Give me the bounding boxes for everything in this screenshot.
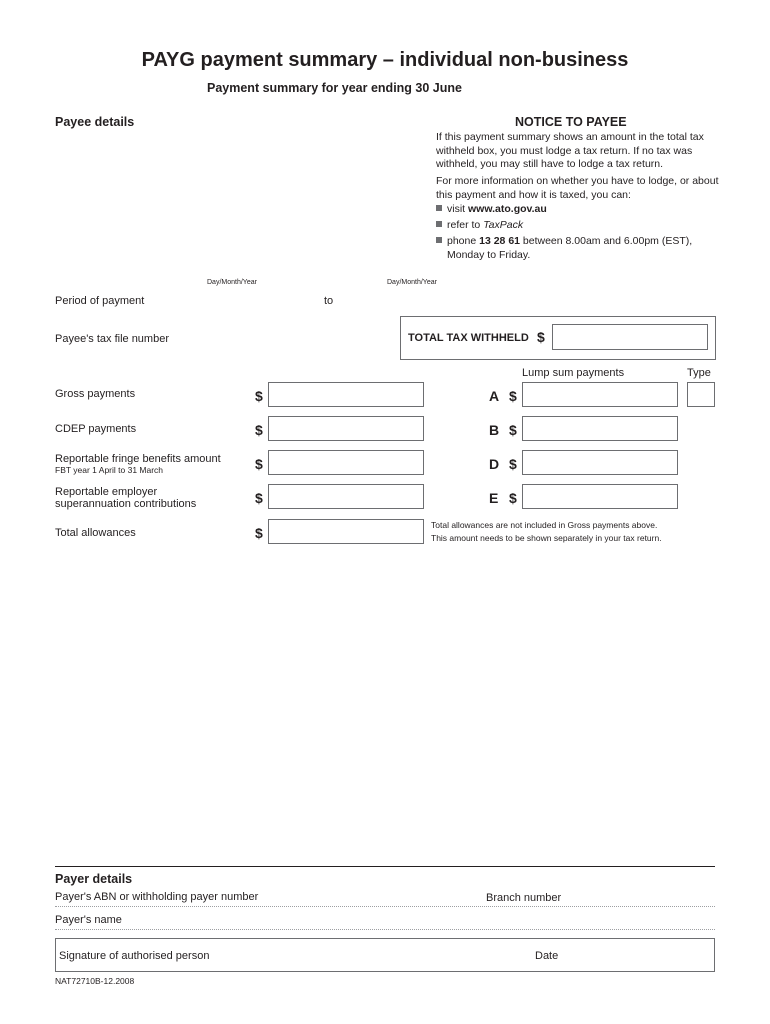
total-tax-withheld-input[interactable]: [552, 324, 708, 350]
lump-sum-e-currency: $: [509, 490, 517, 506]
lump-sum-b-letter: B: [489, 422, 500, 438]
allowances-note-line1: Total allowances are not included in Gross payments above.: [431, 520, 658, 530]
ato-website-link[interactable]: www.ato.gov.au: [468, 203, 547, 215]
notice-paragraph-1: If this payment summary shows an amount in the total tax withheld box, you must lodge a tax return. If no tax was withheld, you may still have to lodge a tax return.: [436, 131, 704, 170]
lump-sum-type-input[interactable]: [687, 382, 715, 407]
total-tax-withheld-label: TOTAL TAX WITHHELD: [408, 332, 529, 344]
period-to-label: to: [324, 295, 334, 307]
abn-field-line[interactable]: [55, 906, 715, 907]
notice-bullet-taxpack: refer to TaxPack: [436, 219, 726, 233]
cdep-currency: $: [255, 422, 263, 438]
type-heading: Type: [687, 367, 711, 379]
gross-currency: $: [255, 388, 263, 404]
form-code: NAT72710B-12.2008: [55, 976, 135, 986]
signature-label: Signature of authorised person: [59, 950, 210, 962]
total-tax-currency: $: [537, 329, 545, 345]
lump-sum-b-input[interactable]: [522, 416, 678, 441]
lump-sum-heading: Lump sum payments: [522, 367, 625, 379]
bullet-icon: [436, 237, 442, 243]
lump-sum-e-input[interactable]: [522, 484, 678, 509]
payer-name-label: Payer's name: [55, 914, 122, 926]
lump-sum-d-input[interactable]: [522, 450, 678, 475]
page-title: PAYG payment summary – individual non-business: [141, 49, 629, 71]
payer-name-field-line[interactable]: [55, 929, 715, 930]
notice-paragraph-2: For more information on whether you have to lodge, or about this payment and how it is taxed, you can:: [436, 175, 719, 201]
fringe-benefits-sublabel: FBT year 1 April to 31 March: [55, 465, 164, 475]
allowances-note-line2: This amount needs to be shown separately in your tax return.: [431, 533, 662, 543]
lump-sum-b-currency: $: [509, 422, 517, 438]
lump-sum-a-letter: A: [489, 388, 500, 404]
super-currency: $: [255, 490, 263, 506]
gross-payments-label: Gross payments: [55, 388, 136, 400]
employer-super-label-line1: Reportable employer: [55, 486, 158, 498]
fringe-currency: $: [255, 456, 263, 472]
total-allowances-input[interactable]: [268, 519, 424, 544]
lump-sum-d-letter: D: [489, 456, 500, 472]
fringe-benefits-input[interactable]: [268, 450, 424, 475]
employer-super-label-line2: superannuation contributions: [55, 498, 197, 510]
lump-sum-d-currency: $: [509, 456, 517, 472]
payer-abn-label: Payer's ABN or withholding payer number: [55, 891, 259, 903]
date-format-hint-from: Day/Month/Year: [207, 279, 257, 286]
notice-bullet-website: visit www.ato.gov.au: [436, 203, 726, 217]
allowances-currency: $: [255, 525, 263, 541]
tfn-label: Payee's tax file number: [55, 333, 169, 345]
date-format-hint-to: Day/Month/Year: [387, 279, 437, 286]
notice-bullet-phone: phone 13 28 61 between 8.00am and 6.00pm (EST), Monday to Friday.: [436, 235, 726, 262]
fringe-benefits-label: Reportable fringe benefits amount: [55, 453, 221, 465]
payer-details-heading: Payer details: [55, 872, 133, 886]
payee-details-heading: Payee details: [55, 115, 135, 129]
gross-payments-input[interactable]: [268, 382, 424, 407]
employer-super-input[interactable]: [268, 484, 424, 509]
bullet-icon: [436, 205, 442, 211]
cdep-payments-input[interactable]: [268, 416, 424, 441]
page-subtitle: Payment summary for year ending 30 June: [207, 81, 462, 95]
payer-section-divider: [55, 866, 715, 867]
period-of-payment-label: Period of payment: [55, 295, 145, 307]
cdep-payments-label: CDEP payments: [55, 423, 137, 435]
total-allowances-label: Total allowances: [55, 527, 136, 539]
lump-sum-a-currency: $: [509, 388, 517, 404]
lump-sum-a-input[interactable]: [522, 382, 678, 407]
date-label: Date: [535, 950, 559, 962]
notice-heading: NOTICE TO PAYEE: [515, 115, 627, 129]
bullet-icon: [436, 221, 442, 227]
lump-sum-e-letter: E: [489, 490, 499, 506]
branch-number-label: Branch number: [486, 892, 562, 904]
